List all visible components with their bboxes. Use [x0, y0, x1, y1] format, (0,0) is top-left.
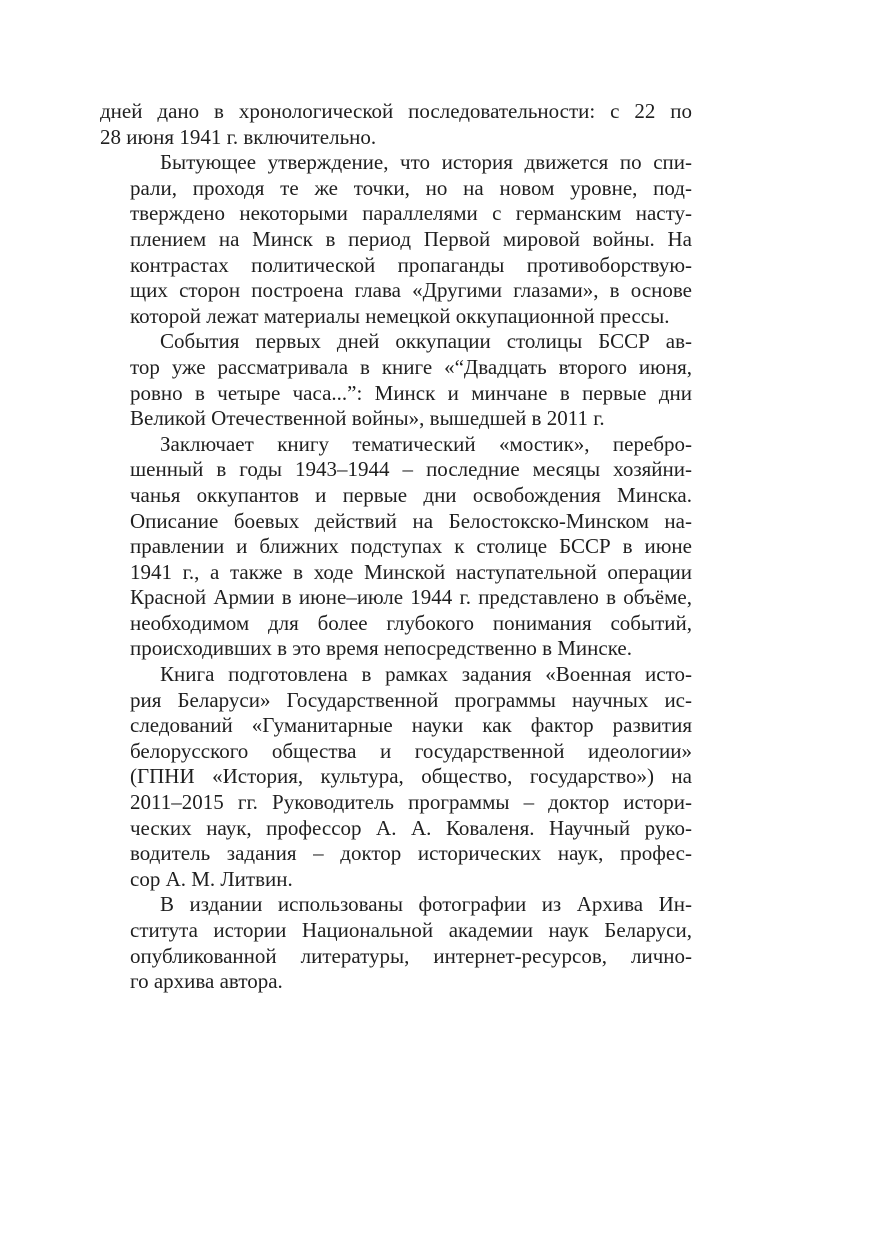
text-line: опубликованной литературы, интернет-ресурсов, лично- — [130, 943, 692, 968]
text-line: сор А. М. Литвин. — [130, 866, 293, 891]
text-line: Великой Отечественной войны», вышедшей в 2011 г. — [130, 406, 605, 431]
text-line: щих сторон построена глава «Другими глазами», в основе — [130, 278, 692, 303]
text-line: водитель задания – доктор исторических наук, профес- — [130, 841, 692, 866]
text-line: Красной Армии в июне–июле 1944 г. представлено в объёме, — [130, 585, 692, 610]
text-line: чанья оккупантов и первые дни освобождения Минска. — [130, 482, 692, 507]
text-line: В издании использованы фотографии из Архива Ин- — [160, 892, 692, 917]
text-line: ровно в четыре часа...”: Минск и минчане в первые дни — [130, 380, 692, 405]
text-line: правлении и ближних подступах к столице БССР в июне — [130, 534, 692, 559]
text-line: необходимом для более глубокого понимания событий, — [130, 610, 692, 635]
text-line: События первых дней оккупации столицы БССР ав- — [160, 329, 692, 354]
text-line: плением на Минск в период Первой мировой войны. На — [130, 226, 692, 251]
paragraph-spiral-history — [100, 150, 692, 329]
paragraph-research-program — [100, 662, 692, 892]
text-line: ститута истории Национальной академии наук Беларуси, — [130, 918, 692, 942]
text-line: Описание боевых действий на Белостокско-Минском на- — [130, 508, 692, 533]
text-line: Книга подготовлена в рамках задания «Военная исто- — [160, 662, 692, 687]
paragraph-intro-continuation — [100, 99, 692, 150]
text-line: шенный в годы 1943–1944 – последние месяцы хозяйни- — [130, 457, 692, 482]
text-line: 1941 г., а также в ходе Минской наступательной операции — [130, 559, 692, 584]
paragraph-occupation-events — [100, 329, 692, 431]
text-line: следований «Гуманитарные науки как фактор развития — [130, 713, 692, 738]
text-line: которой лежат материалы немецкой оккупационной прессы. — [130, 303, 670, 328]
text-line: тверждено некоторыми параллелями с германским насту- — [130, 201, 692, 226]
text-line: белорусского общества и государственной идеологии» — [130, 738, 692, 763]
text-line: го архива автора. — [130, 969, 283, 994]
text-line: Бытующее утверждение, что история движется по спи- — [160, 150, 692, 175]
text-line: Заключает книгу тематический «мостик», перебро- — [160, 431, 692, 456]
text-line: рия Беларуси» Государственной программы научных ис- — [130, 687, 692, 712]
text-line: 2011–2015 гг. Руководитель программы – доктор истори- — [130, 790, 692, 815]
text-line: (ГПНИ «История, культура, общество, государство») на — [130, 764, 692, 789]
paragraph-book-conclusion — [100, 432, 692, 662]
text-line: дней дано в хронологической последовательности: с 22 по — [100, 99, 692, 123]
text-line: рали, проходя те же точки, но на новом уровне, под- — [130, 175, 692, 200]
text-line: ческих наук, профессор А. А. Коваленя. Научный руко- — [130, 815, 692, 840]
paragraph-photo-sources — [100, 892, 692, 994]
text-line: 28 июня 1941 г. включительно. — [100, 124, 377, 149]
page-text — [100, 99, 692, 995]
text-line: контрастах политической пропаганды противоборствую- — [130, 252, 692, 277]
text-line: происходивших в это время непосредственно в Минске. — [130, 636, 632, 661]
text-line: тор уже рассматривала в книге «“Двадцать второго июня, — [130, 354, 692, 379]
